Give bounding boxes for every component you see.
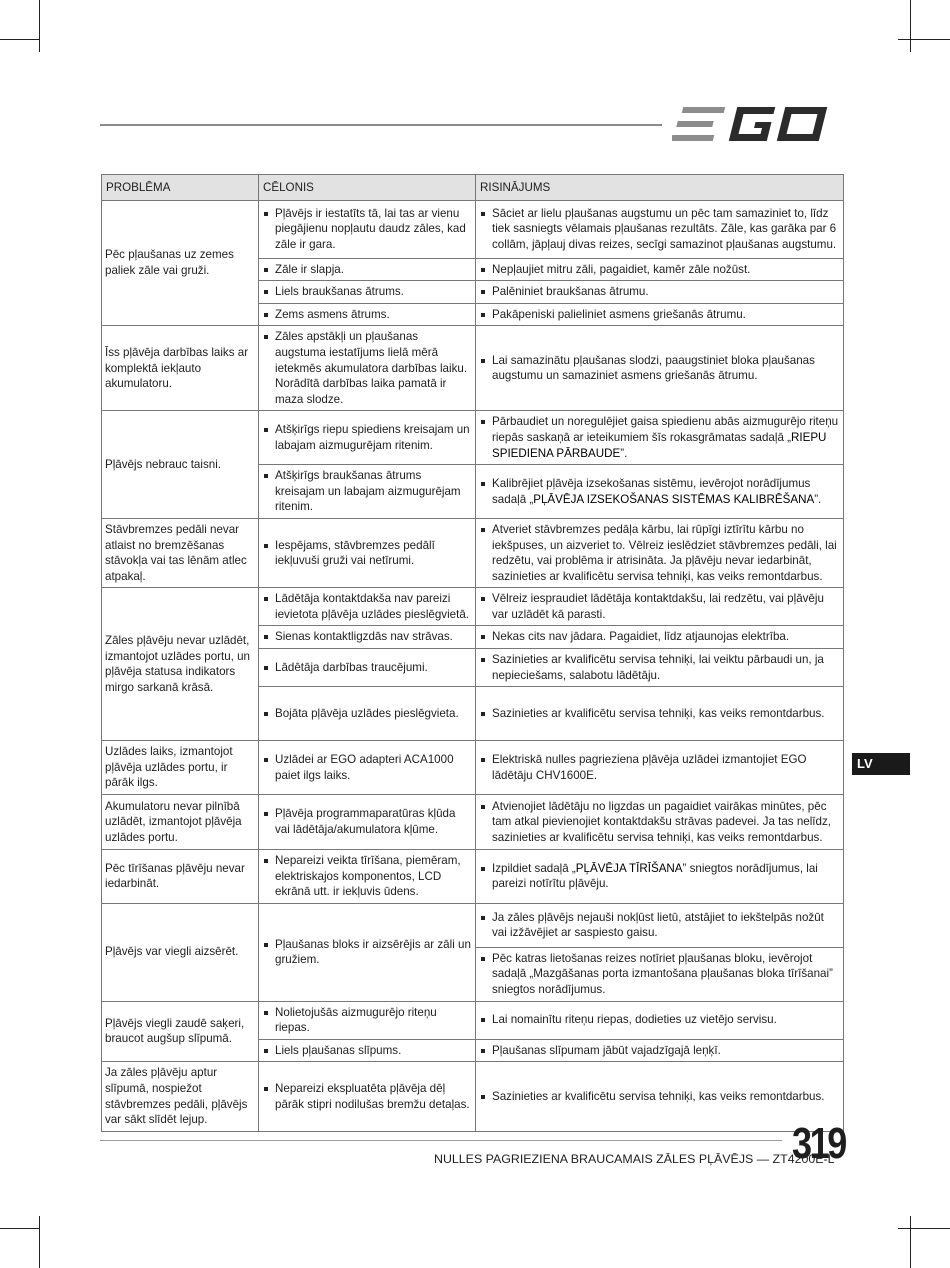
cause-cell bbox=[259, 465, 476, 519]
solution-text-part: Pļaušanas slīpumam jābūt vajadzīgajā leņķī. bbox=[492, 1043, 721, 1057]
solution-cell bbox=[476, 281, 844, 304]
cause-cell bbox=[259, 626, 476, 649]
solution-text bbox=[479, 652, 839, 683]
table-row bbox=[102, 518, 844, 587]
solution-cell bbox=[476, 1062, 844, 1131]
solution-text-part: ” sniegtos norādījumus, lai pareizi notīrītu pļāvēju. bbox=[492, 861, 818, 891]
cause-text: Nepareizi veikta tīrīšana, piemēram, elektriskajos komponentos, LCD ekrānā utt. ir iekļuvis ūdens. bbox=[262, 853, 471, 900]
crop-mark bbox=[0, 1228, 40, 1229]
cause-text: Atšķirīgs braukšanas ātrums kreisajam un labajam aizmugurējam ritenim. bbox=[262, 468, 471, 515]
solution-text-part: Nekas cits nav jādara. Pagaidiet, līdz atjaunojas elektrība. bbox=[492, 630, 790, 644]
solution-text bbox=[479, 629, 839, 645]
solution-cell bbox=[476, 850, 844, 904]
solution-cell bbox=[476, 1001, 844, 1039]
cause-text: Lādētāja kontaktdakša nav pareizi ievietota pļāvēja uzlādes pieslēgvietā. bbox=[262, 591, 471, 622]
ego-logo bbox=[672, 104, 844, 144]
solution-text bbox=[479, 910, 839, 941]
cause-text: Atšķirīgs riepu spiediens kreisajam un labajam aizmugurējam ritenim. bbox=[262, 422, 471, 453]
column-header-solution: RISINĀJUMS bbox=[476, 175, 844, 201]
table-row bbox=[102, 1062, 844, 1131]
solution-text bbox=[479, 262, 839, 278]
problem-cell: Ja zāles pļāvēju aptur slīpumā, nospiežot stāvbremzes pedāli, pļāvējs var sākt slīdēt lejup. bbox=[102, 1062, 259, 1131]
solution-text bbox=[479, 307, 839, 323]
cause-text: Zāles apstākļi un pļaušanas augstuma iestatījums lielā mērā ietekmēs akumulatora darbības laiku. Norādītā darbības laika pamatā ir maza slodze. bbox=[262, 329, 471, 407]
crop-mark bbox=[910, 0, 911, 52]
solution-text bbox=[479, 284, 839, 300]
cause-text: Bojāta pļāvēja uzlādes pieslēgvieta. bbox=[262, 706, 471, 722]
table-row bbox=[102, 795, 844, 850]
solution-text-part: Sāciet ar lielu pļaušanas augstumu un pēc tam samaziniet to, līdz tiek sasniegts vēlamais pļaušanas rezultāts. Zāle, kas garāka par 6 collām, jāpļauj divas reizes, secīgi samazinot pļaušanas augstumu. bbox=[492, 206, 837, 251]
solution-cell bbox=[476, 626, 844, 649]
problem-cell: Zāles pļāvēju nevar uzlādēt, izmantojot uzlādes portu, un pļāvēja statusa indikators mirgo sarkanā krāsā. bbox=[102, 588, 259, 741]
solution-cell bbox=[476, 258, 844, 281]
cause-cell bbox=[259, 1062, 476, 1131]
header-rule bbox=[100, 124, 662, 126]
solution-text bbox=[479, 476, 839, 507]
cause-cell bbox=[259, 649, 476, 687]
solution-cell bbox=[476, 465, 844, 519]
crop-mark bbox=[910, 1216, 911, 1268]
troubleshooting-table bbox=[101, 174, 844, 1132]
cause-cell bbox=[259, 518, 476, 587]
cause-text: Liels braukšanas ātrums. bbox=[262, 284, 471, 300]
solution-text-part: Izpildiet sadaļā „ bbox=[492, 861, 576, 875]
cause-text: Pļāvējs ir iestatīts tā, lai tas ar vienu piegājienu nopļautu daudz zāles, kad zāle ir gara. bbox=[262, 206, 471, 253]
table-row bbox=[102, 1001, 844, 1039]
problem-cell: Uzlādes laiks, izmantojot pļāvēja uzlādes portu, ir pārāk ilgs. bbox=[102, 741, 259, 795]
cause-text: Zāle ir slapja. bbox=[262, 262, 471, 278]
table-row bbox=[102, 903, 844, 947]
solution-text bbox=[479, 591, 839, 622]
page-number: 319 bbox=[792, 1119, 845, 1168]
problem-cell: Akumulatoru nevar pilnībā uzlādēt, izmantojot pļāvēja uzlādes portu. bbox=[102, 795, 259, 850]
table-body bbox=[102, 200, 844, 1131]
solution-text-part: Sazinieties ar kvalificētu servisa tehniķi, kas veiks remontdarbus. bbox=[492, 706, 825, 720]
cause-text: Lādētāja darbības traucējumi. bbox=[262, 660, 471, 676]
problem-cell: Stāvbremzes pedāli nevar atlaist no bremzēšanas stāvokļa vai tas lēnām atlec atpakaļ. bbox=[102, 518, 259, 587]
solution-text-part: Palēniniet braukšanas ātrumu. bbox=[492, 285, 649, 299]
problem-cell: Pēc pļaušanas uz zemes paliek zāle vai gruži. bbox=[102, 200, 259, 326]
cause-text: Uzlādei ar EGO adapteri ACA1000 paiet ilgs laiks. bbox=[262, 752, 471, 783]
solution-cell bbox=[476, 687, 844, 741]
solution-cell bbox=[476, 326, 844, 411]
section-reference: PĻĀVĒJA TĪRĪŠANA bbox=[575, 861, 683, 875]
solution-cell bbox=[476, 303, 844, 326]
cause-cell bbox=[259, 258, 476, 281]
crop-mark bbox=[39, 1216, 40, 1268]
solution-text-part: Pārbaudiet un noregulējiet gaisa spiedienu abās aizmugurējo riteņu riepās saskaņā ar ieteikumiem šīs rokasgrāmatas sadaļā „ bbox=[492, 415, 839, 444]
solution-text bbox=[479, 522, 839, 584]
table-header-row bbox=[102, 175, 844, 201]
solution-text bbox=[479, 799, 839, 846]
solution-text-part: Pakāpeniski palieliniet asmens griešanās ātrumu. bbox=[492, 307, 746, 321]
problem-cell: Pēc tīrīšanas pļāvēju nevar iedarbināt. bbox=[102, 850, 259, 904]
solution-text-part: Atvienojiet lādētāju no ligzdas un pagaidiet vairākas minūtes, pēc tam atkal pievienojiet kontaktdakšu strāvas padevei. Ja tas nelīdz, sazinieties ar kvalificētu servisa tehniķi, kas veiks remontdarbus. bbox=[492, 799, 831, 844]
crop-mark bbox=[898, 39, 950, 40]
cause-cell bbox=[259, 687, 476, 741]
cause-cell bbox=[259, 741, 476, 795]
solution-cell bbox=[476, 588, 844, 626]
cause-cell bbox=[259, 326, 476, 411]
solution-text-part: Sazinieties ar kvalificētu servisa tehniķi, lai veiktu pārbaudi un, ja nepieciešams, salabotu lādētāju. bbox=[492, 653, 824, 682]
solution-text-part: Sazinieties ar kvalificētu servisa tehniķi, kas veiks remontdarbus. bbox=[492, 1089, 825, 1103]
solution-cell bbox=[476, 200, 844, 258]
footer-rule bbox=[100, 1140, 782, 1141]
cause-cell bbox=[259, 281, 476, 304]
cause-cell bbox=[259, 1001, 476, 1039]
solution-text-part: Lai samazinātu pļaušanas slodzi, paaugstiniet bloka pļaušanas augstumu un samaziniet asmens griešanās ātrumu. bbox=[492, 353, 815, 383]
crop-mark bbox=[39, 0, 40, 52]
footer-title: NULLES PAGRIEZIENA BRAUCAMAIS ZĀLES PĻĀVĒJS — ZT4200E-L bbox=[434, 1152, 835, 1166]
cause-text: Zems asmens ātrums. bbox=[262, 307, 471, 323]
column-header-problem: PROBLĒMA bbox=[102, 175, 259, 201]
solution-text bbox=[479, 706, 839, 722]
solution-cell bbox=[476, 795, 844, 850]
solution-text bbox=[479, 414, 839, 461]
cause-text: Iespējams, stāvbremzes pedālī iekļuvuši gruži vai netīrumi. bbox=[262, 538, 471, 569]
cause-cell bbox=[259, 1039, 476, 1062]
solution-text-part: Ja zāles pļāvējs nejauši nokļūst lietū, atstājiet to iekštelpās nožūt vai izžāvējiet ar saspiesto gaisu. bbox=[492, 910, 824, 940]
solution-cell bbox=[476, 1039, 844, 1062]
cause-cell bbox=[259, 200, 476, 258]
solution-text bbox=[479, 206, 839, 253]
crop-mark bbox=[898, 1228, 950, 1229]
table-row bbox=[102, 588, 844, 626]
table-row bbox=[102, 850, 844, 904]
problem-cell: Īss pļāvēja darbības laiks ar komplektā iekļauto akumulatoru. bbox=[102, 326, 259, 411]
cause-cell bbox=[259, 588, 476, 626]
solution-text-part: Elektriskā nulles pagrieziena pļāvēja uzlādei izmantojiet EGO lādētāju CHV1600E. bbox=[492, 753, 807, 782]
table-row bbox=[102, 200, 844, 258]
solution-text bbox=[479, 353, 839, 384]
solution-text-part: Nepļaujiet mitru zāli, pagaidiet, kamēr zāle nožūst. bbox=[492, 262, 751, 276]
cause-cell bbox=[259, 411, 476, 465]
cause-cell bbox=[259, 795, 476, 850]
solution-text bbox=[479, 1012, 839, 1028]
solution-text bbox=[479, 752, 839, 783]
solution-text bbox=[479, 951, 839, 998]
cause-text: Sienas kontaktligzdās nav strāvas. bbox=[262, 629, 471, 645]
solution-cell bbox=[476, 741, 844, 795]
solution-cell bbox=[476, 518, 844, 587]
cause-text: Nepareizi ekspluatēta pļāvēja dēļ pārāk stipri nodilušas bremžu detaļas. bbox=[262, 1081, 471, 1112]
solution-text-part: ”. bbox=[814, 492, 822, 506]
solution-cell bbox=[476, 411, 844, 465]
solution-text bbox=[479, 861, 839, 892]
problem-cell: Pļāvējs viegli zaudē saķeri, braucot augšup slīpumā. bbox=[102, 1001, 259, 1062]
problem-cell: Pļāvējs nebrauc taisni. bbox=[102, 411, 259, 519]
cause-cell bbox=[259, 850, 476, 904]
solution-text-part: Atveriet stāvbremzes pedāļa kārbu, lai rūpīgi iztīrītu kārbu no iekšpuses, un aizveriet to. Vēlreiz ieslēdziet stāvbremzes pedāli, lai redzētu, vai problēma ir atrisināta. Ja pļāvēju nevar iedarbināt, sazinieties ar kvalificētu servisa tehniķi, kas veiks remontdarbus. bbox=[492, 522, 837, 583]
cause-text: Pļaušanas bloks ir aizsērējis ar zāli un gružiem. bbox=[262, 937, 471, 968]
table-row bbox=[102, 411, 844, 465]
solution-cell bbox=[476, 947, 844, 1001]
table-row bbox=[102, 741, 844, 795]
table-row bbox=[102, 326, 844, 411]
cause-cell bbox=[259, 903, 476, 1001]
solution-text bbox=[479, 1043, 839, 1059]
crop-mark bbox=[0, 39, 40, 40]
problem-cell: Pļāvējs var viegli aizsērēt. bbox=[102, 903, 259, 1001]
solution-cell bbox=[476, 649, 844, 687]
cause-text: Liels pļaušanas slīpums. bbox=[262, 1043, 471, 1059]
column-header-cause: CĒLONIS bbox=[259, 175, 476, 201]
solution-text-part: Kalibrējiet pļāvēja izsekošanas sistēmu, ievērojot norādījumus sadaļā „ bbox=[492, 476, 811, 506]
solution-text-part: Vēlreiz iespraudiet lādētāja kontaktdakšu, lai redzētu, vai pļāvēju var uzlādēt kā parasti. bbox=[492, 592, 824, 621]
cause-text: Nolietojušās aizmugurējo riteņu riepas. bbox=[262, 1005, 471, 1036]
cause-cell bbox=[259, 303, 476, 326]
solution-text bbox=[479, 1089, 839, 1105]
solution-cell bbox=[476, 903, 844, 947]
section-reference: PĻĀVĒJA IZSEKOŠANAS SISTĒMAS KALIBRĒŠANA bbox=[533, 492, 815, 506]
solution-text-part: Pēc katras lietošanas reizes notīriet pļaušanas bloku, ievērojot sadaļā „Mazgāšanas porta izmantošana pļaušanas bloka tīrīšanai” sniegtos norādījumus. bbox=[492, 951, 833, 996]
language-tab: LV bbox=[852, 753, 910, 775]
section-reference: RIEPU SPIEDIENA PĀRBAUDE bbox=[492, 430, 827, 460]
cause-text: Pļāvēja programmaparatūras kļūda vai lādētāja/akumulatora kļūme. bbox=[262, 806, 471, 837]
solution-text-part: ”. bbox=[620, 446, 628, 460]
solution-text-part: Lai nomainītu riteņu riepas, dodieties uz vietējo servisu. bbox=[492, 1013, 777, 1027]
